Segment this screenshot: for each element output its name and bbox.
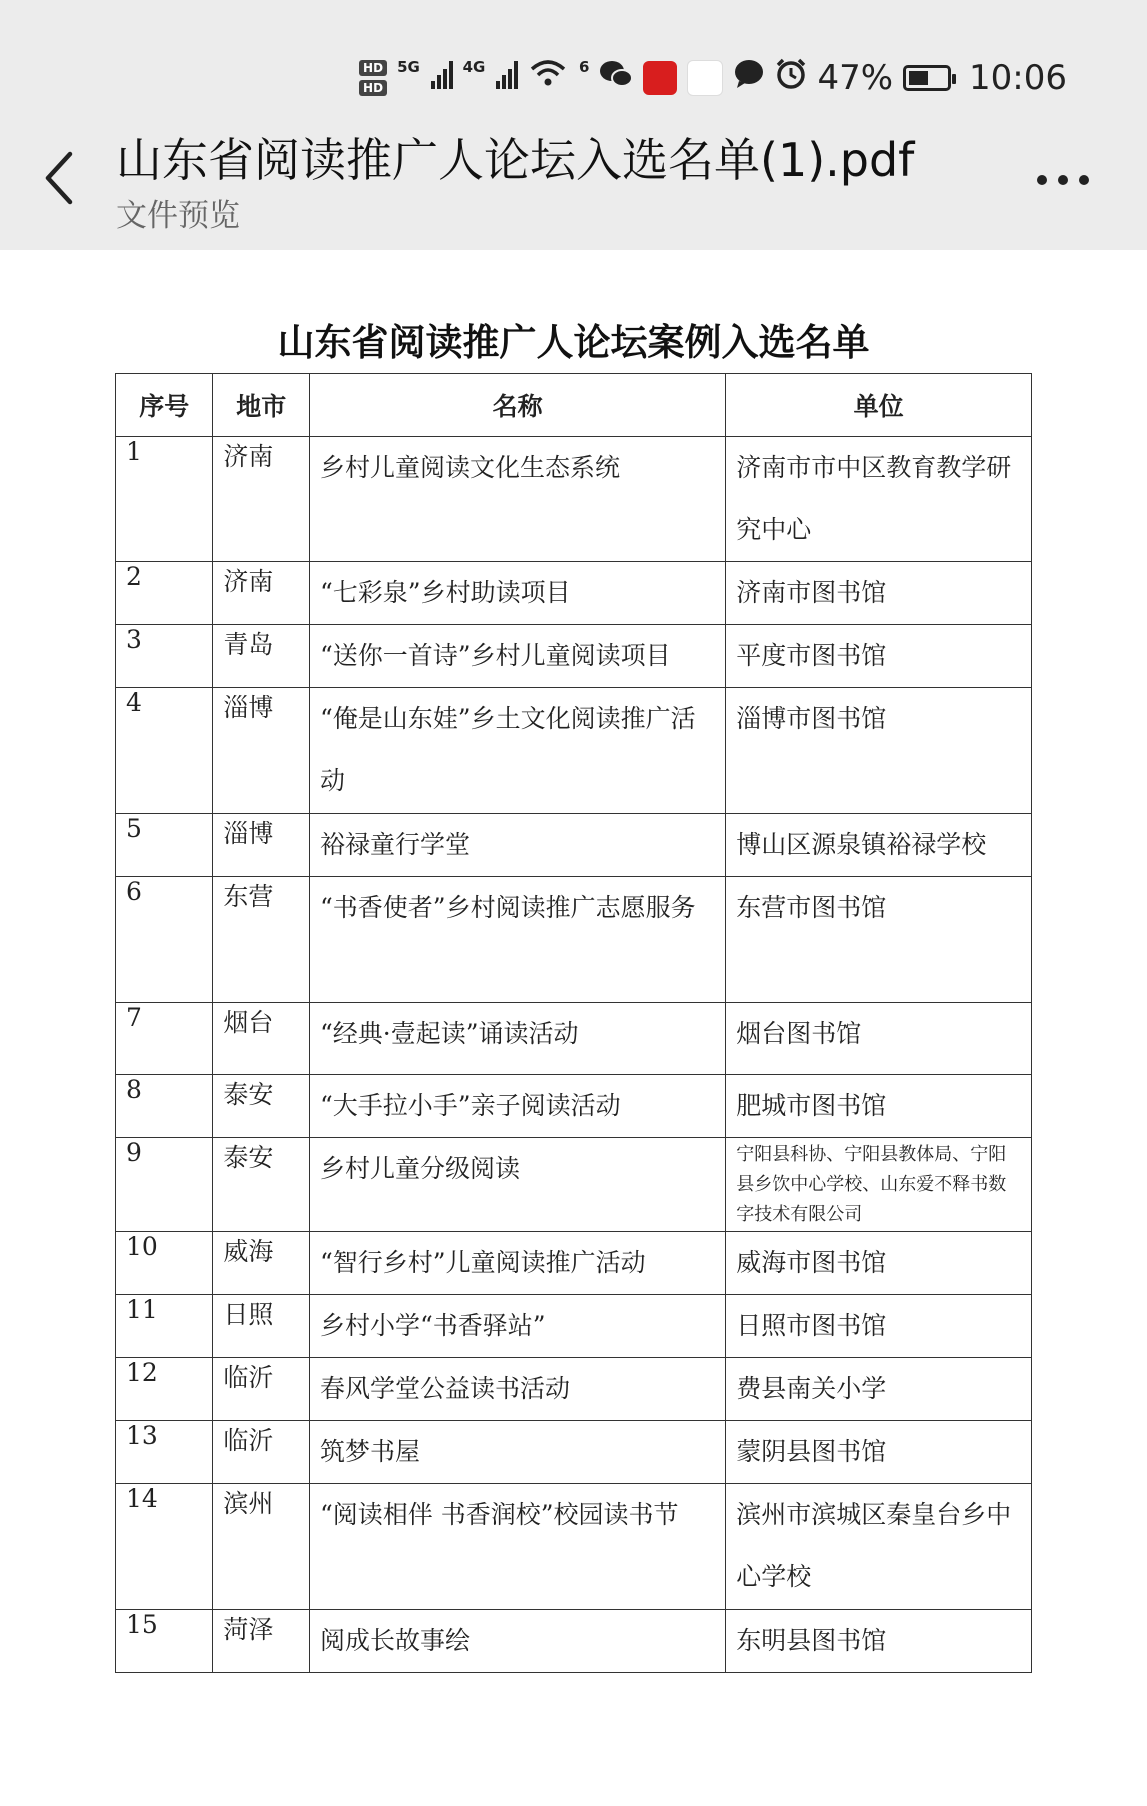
cell-city: 菏泽 (213, 1610, 310, 1673)
wifi-badge-label: 6 (579, 58, 590, 76)
cell-seq: 7 (116, 1003, 213, 1075)
cell-name: “阅读相伴 书香润校”校园读书节 (310, 1484, 726, 1610)
cell-name: “智行乡村”儿童阅读推广活动 (310, 1232, 726, 1295)
col-city-header: 地市 (213, 374, 310, 437)
cell-unit: 蒙阴县图书馆 (726, 1421, 1032, 1484)
cell-city: 淄博 (213, 814, 310, 877)
cell-unit: 济南市市中区教育教学研究中心 (726, 437, 1032, 562)
cell-unit: 淄博市图书馆 (726, 688, 1032, 814)
cell-name: 乡村儿童分级阅读 (310, 1138, 726, 1232)
cell-name: 乡村儿童阅读文化生态系统 (310, 437, 726, 562)
cell-name: “书香使者”乡村阅读推广志愿服务 (310, 877, 726, 1003)
chat-bubble-icon (733, 58, 765, 98)
table-row (116, 814, 1032, 877)
table-row (116, 1421, 1032, 1484)
table-row (116, 1484, 1032, 1610)
table-header-row (116, 374, 1032, 437)
cell-seq: 8 (116, 1075, 213, 1138)
selection-table (115, 373, 1032, 1673)
table-row (116, 1003, 1032, 1075)
alarm-icon (775, 58, 807, 99)
cell-name: 裕禄童行学堂 (310, 814, 726, 877)
cell-seq: 11 (116, 1295, 213, 1358)
battery-percent: 47% (817, 58, 894, 98)
cell-unit: 东营市图书馆 (726, 877, 1032, 1003)
signal-5g-icon (397, 58, 453, 98)
cell-seq: 5 (116, 814, 213, 877)
table-row (116, 1232, 1032, 1295)
cell-name: “俺是山东娃”乡土文化阅读推广活动 (310, 688, 726, 814)
cell-name: “七彩泉”乡村助读项目 (310, 562, 726, 625)
cell-city: 威海 (213, 1232, 310, 1295)
cell-unit: 滨州市滨城区秦皇台乡中心学校 (726, 1484, 1032, 1610)
clock-time: 10:06 (969, 58, 1067, 98)
chevron-left-icon[interactable] (40, 150, 80, 210)
table-row (116, 625, 1032, 688)
cell-seq: 1 (116, 437, 213, 562)
table-row (116, 437, 1032, 562)
cell-seq: 3 (116, 625, 213, 688)
xuexi-app-icon (643, 61, 677, 95)
col-name-header: 名称 (310, 374, 726, 437)
cell-unit: 烟台图书馆 (726, 1003, 1032, 1075)
cell-unit: 平度市图书馆 (726, 625, 1032, 688)
col-seq-header: 序号 (116, 374, 213, 437)
net-4g-label: 4G (462, 58, 486, 76)
file-title: 山东省阅读推广人论坛入选名单(1).pdf (116, 133, 915, 187)
cell-unit: 费县南关小学 (726, 1358, 1032, 1421)
table-row (116, 688, 1032, 814)
hd-label-1: HD (359, 60, 387, 76)
table-row (116, 1138, 1032, 1232)
cell-seq: 14 (116, 1484, 213, 1610)
cell-seq: 15 (116, 1610, 213, 1673)
cell-name: “经典·壹起读”诵读活动 (310, 1003, 726, 1075)
wifi-6-icon (528, 58, 589, 98)
cell-city: 临沂 (213, 1358, 310, 1421)
cell-city: 日照 (213, 1295, 310, 1358)
cell-unit: 博山区源泉镇裕禄学校 (726, 814, 1032, 877)
status-bar (0, 48, 1147, 108)
top-app-bar (0, 0, 1147, 250)
cell-city: 烟台 (213, 1003, 310, 1075)
cell-city: 淄博 (213, 688, 310, 814)
hd-label-2: HD (359, 80, 387, 96)
cell-seq: 4 (116, 688, 213, 814)
table-row (116, 877, 1032, 1003)
cell-seq: 12 (116, 1358, 213, 1421)
cell-seq: 2 (116, 562, 213, 625)
cell-seq: 13 (116, 1421, 213, 1484)
cell-seq: 6 (116, 877, 213, 1003)
hd-icon (359, 60, 387, 96)
cell-city: 临沂 (213, 1421, 310, 1484)
cell-name: 筑梦书屋 (310, 1421, 726, 1484)
table-row (116, 1358, 1032, 1421)
cell-city: 东营 (213, 877, 310, 1003)
cell-city: 济南 (213, 437, 310, 562)
col-unit-header: 单位 (726, 374, 1032, 437)
battery-icon (903, 65, 951, 91)
cell-unit: 济南市图书馆 (726, 562, 1032, 625)
cell-name: 春风学堂公益读书活动 (310, 1358, 726, 1421)
sina-app-icon (687, 60, 723, 96)
cell-seq: 10 (116, 1232, 213, 1295)
table-row (116, 1075, 1032, 1138)
cell-unit: 宁阳县科协、宁阳县教体局、宁阳县乡饮中心学校、山东爱不释书数字技术有限公司 (726, 1138, 1032, 1232)
cell-unit: 东明县图书馆 (726, 1610, 1032, 1673)
cell-unit: 威海市图书馆 (726, 1232, 1032, 1295)
cell-city: 泰安 (213, 1075, 310, 1138)
table-row (116, 1295, 1032, 1358)
table-row (116, 1610, 1032, 1673)
cell-city: 济南 (213, 562, 310, 625)
document-title: 山东省阅读推广人论坛案例入选名单 (277, 321, 870, 364)
cell-name: “大手拉小手”亲子阅读活动 (310, 1075, 726, 1138)
cell-unit: 肥城市图书馆 (726, 1075, 1032, 1138)
wechat-icon (599, 58, 633, 98)
cell-name: 阅成长故事绘 (310, 1610, 726, 1673)
cell-city: 滨州 (213, 1484, 310, 1610)
cell-city: 青岛 (213, 625, 310, 688)
cell-name: “送你一首诗”乡村儿童阅读项目 (310, 625, 726, 688)
cell-seq: 9 (116, 1138, 213, 1232)
table-row (116, 562, 1032, 625)
cell-name: 乡村小学“书香驿站” (310, 1295, 726, 1358)
signal-4g-icon (463, 58, 519, 98)
more-dots-icon[interactable] (1035, 150, 1091, 190)
cell-unit: 日照市图书馆 (726, 1295, 1032, 1358)
file-subtitle: 文件预览 (116, 198, 240, 234)
cell-city: 泰安 (213, 1138, 310, 1232)
net-5g-label: 5G (397, 58, 420, 76)
